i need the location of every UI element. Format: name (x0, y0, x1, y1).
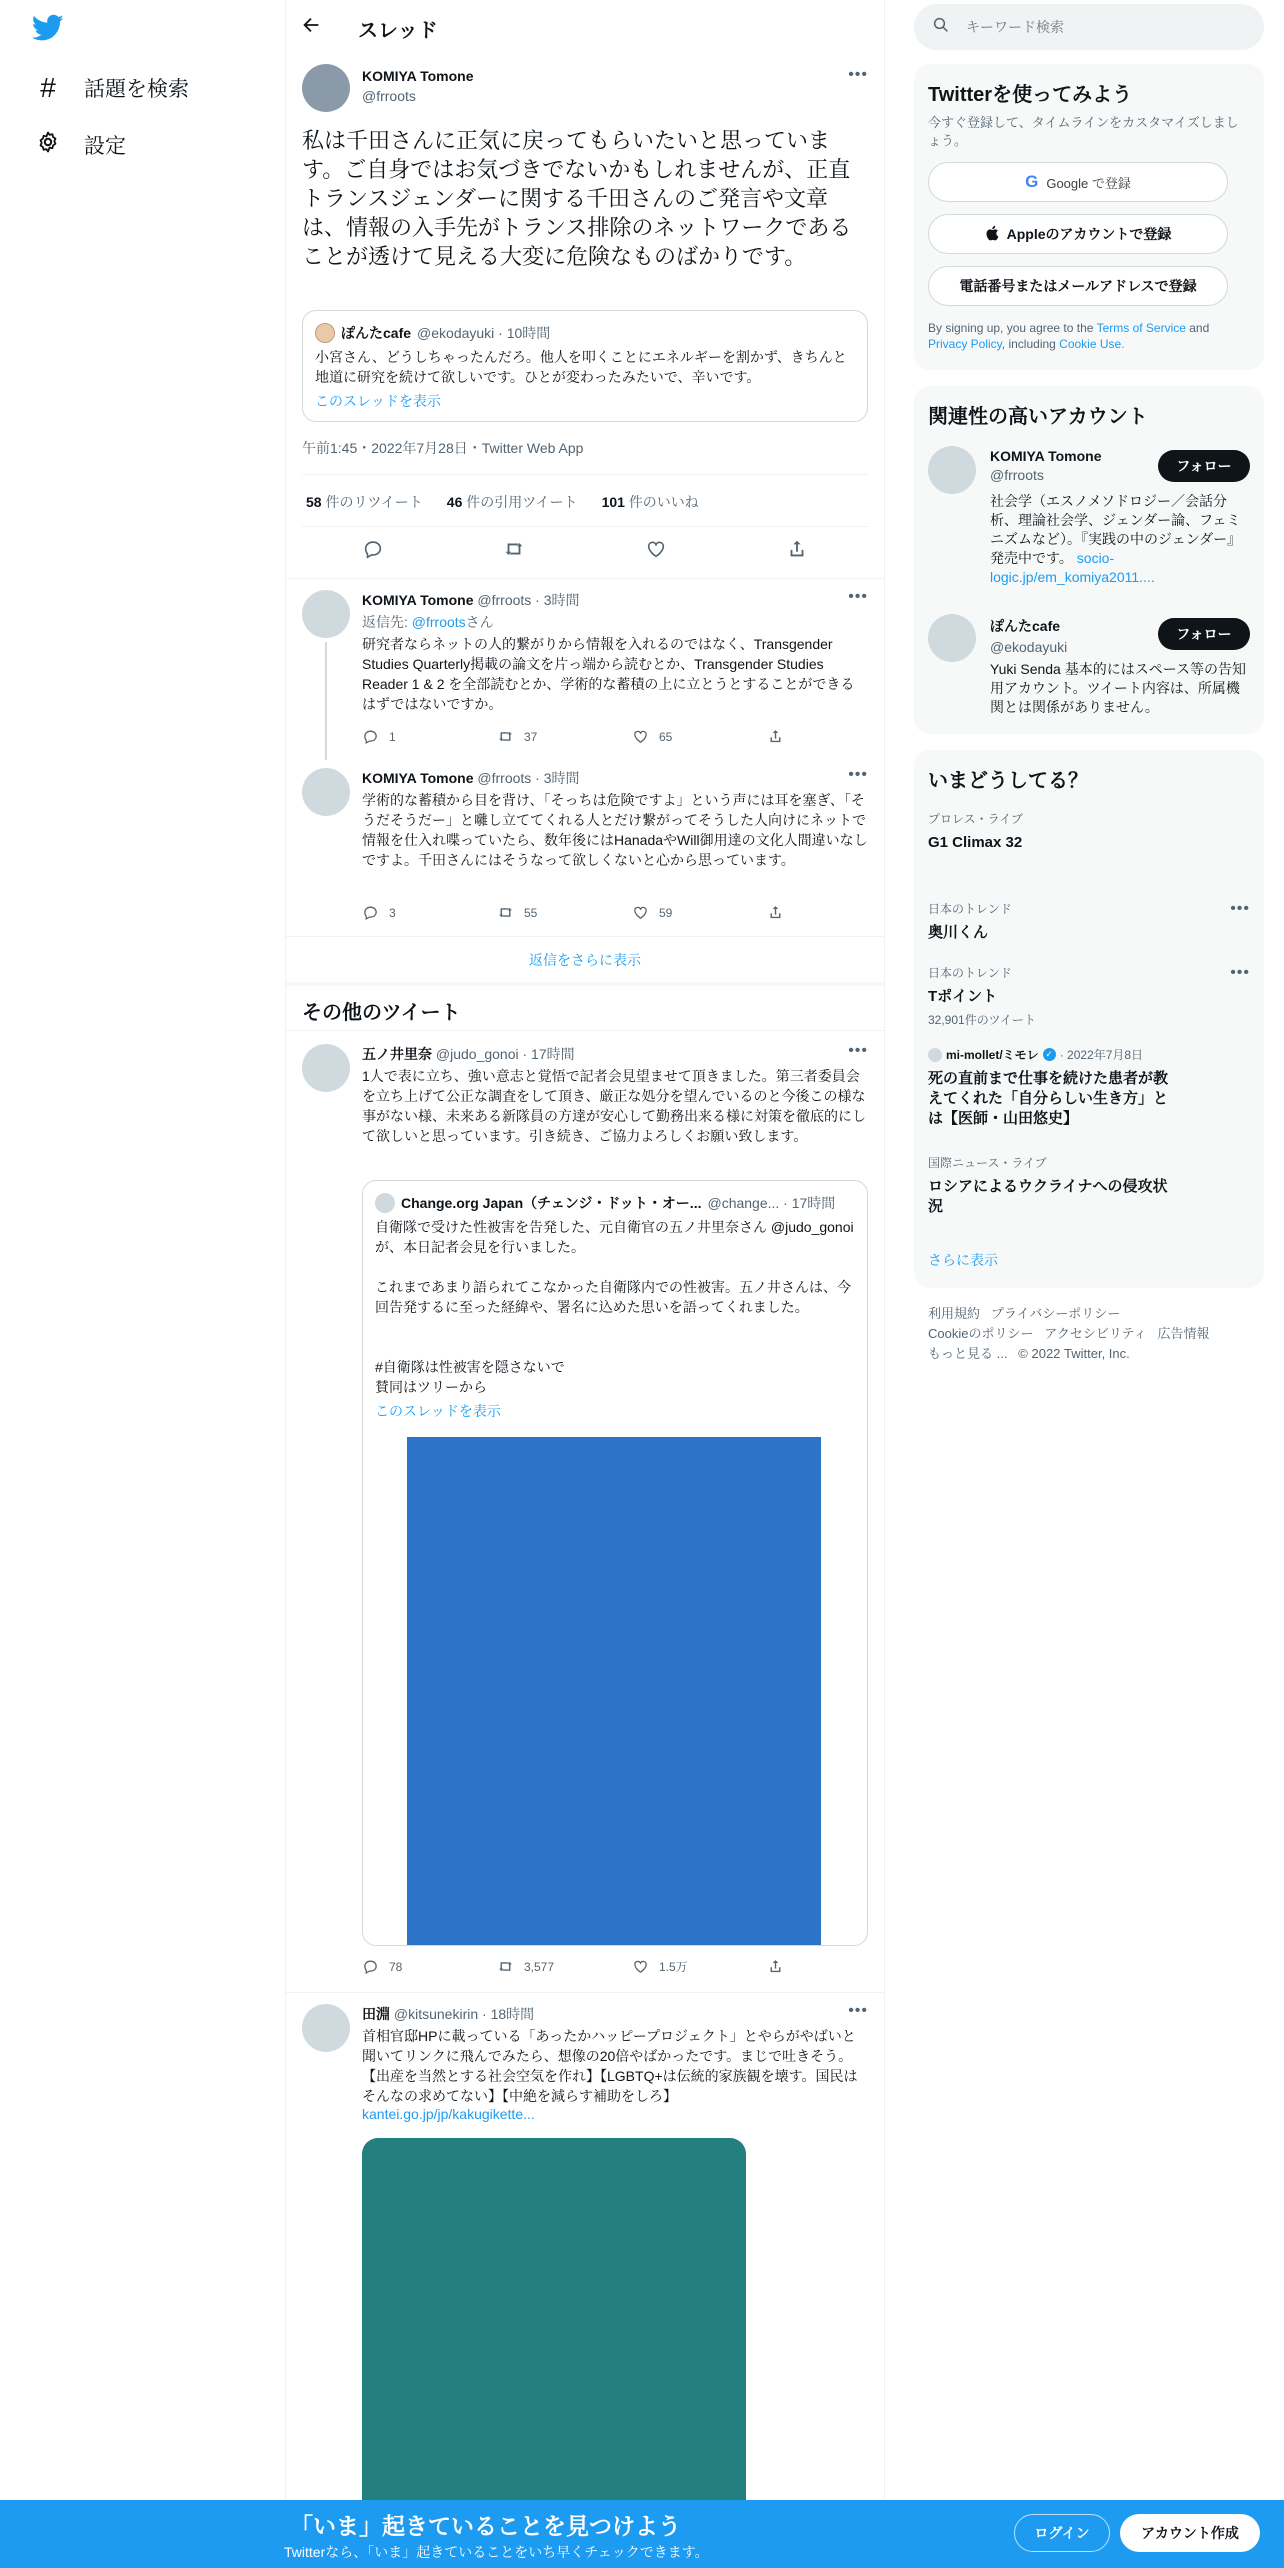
avatar[interactable] (302, 768, 350, 816)
divider (884, 0, 885, 2500)
footer-terms-link[interactable]: 利用規約 (928, 1306, 981, 1321)
tweet-meta: 午前1:45・2022年7月28日・Twitter Web App (302, 440, 584, 456)
quote-handle-time: @change... · 17時間 (707, 1195, 836, 1211)
divider (302, 526, 868, 527)
retweet-button[interactable]: 37 (497, 728, 632, 745)
quote-author-name: Change.org Japan（チェンジ・ドット・オー... (401, 1195, 702, 1211)
hashtag-icon: # (40, 72, 56, 103)
like-button[interactable]: 1.5万 (632, 1958, 767, 1975)
signup-card (914, 64, 1264, 370)
like-button[interactable]: 65 (632, 728, 767, 745)
account-bio: 社会学（エスノメソドロジー／会話分析、理論社会学、ジェンダー論、フェミニズムなど）。『実践の中のジェンダー』発売中です。 socio-logic.jp/em_komiya2011.... (990, 493, 1242, 585)
author-name: KOMIYA Tomone (362, 68, 474, 84)
quote-text: 小宮さん、どうしちゃったんだろ。他人を叩くことにエネルギーを割かず、きちんと地道に研究を続けて欲しいです。ひとが変わったみたいで、辛いです。 (315, 349, 847, 385)
quote-author-name: ぽんたcafe (341, 325, 412, 341)
reply-actions (362, 904, 884, 921)
google-icon: G (1025, 172, 1039, 191)
quoted-tweet[interactable] (302, 310, 868, 422)
reply-actions (362, 728, 884, 745)
show-more-replies-link[interactable]: 返信をさらに表示 (529, 952, 641, 968)
show-more-link[interactable]: さらに表示 (928, 1252, 998, 1268)
phone-signup-button[interactable]: 電話番号またはメールアドレスで登録 (928, 266, 1228, 306)
reply-header[interactable] (362, 768, 580, 788)
tweet-actions (362, 1958, 884, 1975)
main-column (286, 0, 884, 2500)
likes-stat[interactable]: 101 件のいいね (601, 494, 699, 510)
divider (286, 982, 884, 986)
retweet-icon (497, 904, 514, 921)
account-name: KOMIYA Tomone (990, 448, 1102, 464)
nav-settings-label: 設定 (84, 135, 126, 158)
bottom-bar-title: 「いま」起きていることを見つけよう (290, 2513, 681, 2539)
more-icon[interactable]: ••• (848, 66, 868, 83)
reply-text: 学術的な蓄積から目を背け、「そっちは危険ですよ」という声には耳を塞ぎ、「そうだそうだー」と囃し立ててくれる人とだけ繋がってそうした人向けにネットで情報を仕入れ喋っていたら、数年後にはHanadaやWill御用達の文化人間違いなしですよ。千田さんにはそうなって欲しくないと心から思っています。 (362, 792, 868, 868)
divider (286, 1030, 884, 1031)
more-icon[interactable]: ••• (848, 2002, 868, 2019)
tweet-header[interactable] (362, 2004, 534, 2024)
media-image[interactable] (362, 2138, 746, 2500)
retweet-icon (497, 1958, 514, 1975)
retweets-stat[interactable]: 58 件のリツイート (306, 494, 423, 510)
privacy-link[interactable]: Privacy Policy (928, 337, 1002, 351)
news-item[interactable]: mi-mollet/ミモレ ✓ · 2022年7月8日 死の直前まで仕事を続けた患者が教えてくれた「自分らしい生き方」とは【医師・山田悠史】 (928, 1048, 1169, 1127)
back-arrow-icon[interactable] (300, 14, 322, 41)
share-icon (767, 904, 784, 921)
nav-explore[interactable] (36, 72, 189, 104)
quotes-stat[interactable]: 46 件の引用ツイート (446, 494, 578, 510)
footer-more-link[interactable]: もっと見る ... (928, 1346, 1008, 1361)
reply-to: 返信先: @frrootsさん (362, 614, 494, 630)
bottom-bar-subtitle: Twitterなら、「いま」起きていることをいち早くチェックできます。 (284, 2544, 709, 2560)
like-icon[interactable] (645, 538, 667, 565)
share-icon (767, 728, 784, 745)
trend-item[interactable]: 日本のトレンド Tポイント 32,901件のツイート (928, 966, 1036, 1027)
handle-time: @frroots · 3時間 (477, 770, 580, 786)
reply-icon (362, 1958, 379, 1975)
author-name: KOMIYA Tomone (362, 592, 474, 608)
account-name: ぽんたcafe (990, 618, 1061, 634)
retweet-icon (497, 728, 514, 745)
search-icon (932, 16, 950, 39)
terms-link[interactable]: Terms of Service (1096, 321, 1186, 335)
trend-item[interactable]: 日本のトレンド 奥川くん (928, 902, 1012, 941)
nav-explore-label: 話題を検索 (84, 78, 189, 101)
author-name: KOMIYA Tomone (362, 770, 474, 786)
quote-text: 賛同はツリーから (375, 1379, 487, 1395)
like-icon (632, 1958, 649, 1975)
quote-hashtag: #自衛隊は性被害を隠さないで (375, 1359, 565, 1375)
account-handle: @frroots (990, 467, 1044, 483)
avatar[interactable] (928, 614, 976, 662)
more-icon[interactable]: ••• (1230, 900, 1250, 917)
author-name: 五ノ井里奈 (362, 1046, 432, 1062)
handle-time: @kitsunekirin · 18時間 (393, 2006, 535, 2022)
avatar (315, 323, 335, 343)
verified-icon: ✓ (1043, 1048, 1056, 1061)
quoted-tweet[interactable] (362, 1180, 868, 1946)
apple-icon (985, 225, 999, 244)
share-icon (767, 1958, 784, 1975)
follow-button[interactable]: フォロー (1158, 618, 1250, 650)
quote-handle-time: @ekodayuki · 10時間 (417, 325, 551, 341)
google-signup-button[interactable]: G Google で登録 (928, 162, 1228, 202)
left-nav (0, 0, 285, 2500)
follow-button[interactable]: フォロー (1158, 450, 1250, 482)
account-name-block[interactable] (990, 448, 1102, 483)
like-button[interactable]: 59 (632, 904, 767, 921)
signup-subtitle: 今すぐ登録して、タイムラインをカスタマイズしましょう。 (928, 115, 1239, 148)
account-handle: @ekodayuki (990, 639, 1068, 655)
news-item[interactable]: 国際ニュース・ライブ ロシアによるウクライナへの侵攻状況 (928, 1156, 1168, 1215)
quote-text: 自衛隊で受けた性被害を告発した、元自衛官の五ノ井里奈さん @judo_gonoi が、本日記者会見を行いました。 (375, 1219, 854, 1255)
trend-item[interactable]: プロレス・ライブ G1 Climax 32 (928, 812, 1023, 851)
thread-line (325, 642, 327, 760)
bio-link[interactable]: socio-logic.jp/em_komiya2011.... (990, 550, 1155, 585)
reply-icon[interactable] (362, 538, 384, 565)
show-thread-link[interactable]: このスレッドを表示 (315, 393, 441, 409)
reply-header[interactable] (362, 590, 580, 610)
media-image[interactable] (407, 1437, 821, 1946)
apple-signup-button[interactable]: Appleのアカウントで登録 (928, 214, 1228, 254)
divider (286, 578, 884, 579)
footer-accessibility-link[interactable]: アクセシビリティ (1044, 1326, 1147, 1341)
tweet-text: 1人で表に立ち、強い意志と覚悟で記者会見望ませて頂きました。第三者委員会を立ち上げて公正な調査をして頂き、厳正な処分を望んでいるのと今後この様な事がない様、未来ある新隊員の方達が安心して勤務出来る様に対策を徹底的にして欲しいと思っています。引き続き、ご協力よろしくお願い致します。 (362, 1068, 866, 1144)
reply-button[interactable]: 1 (362, 728, 497, 745)
retweet-button[interactable]: 3,577 (497, 1958, 632, 1975)
like-icon (632, 904, 649, 921)
twitter-logo-icon[interactable] (32, 14, 64, 47)
author-name: 田淵 (362, 2006, 390, 2022)
reply-icon (362, 728, 379, 745)
divider (286, 936, 884, 937)
related-title: 関連性の高いアカウント (928, 406, 1148, 428)
signup-title: Twitterを使ってみよう (928, 84, 1133, 106)
share-button[interactable] (767, 1958, 884, 1975)
reply-text: 研究者ならネットの人的繋がりから情報を入れるのではなく、Transgender Studies Quarterly掲載の論文を片っ端から読むとか、Transgender Studies Reader 1 & 2 を全部読むとか、学術的な蓄積の上に立とうとすることができるはずではないですか。 (362, 636, 855, 712)
page-title: スレッド (358, 20, 438, 42)
reply-to-handle[interactable]: @frroots (411, 614, 466, 630)
more-icon[interactable]: ••• (1230, 964, 1250, 981)
section-title: その他のツイート (302, 1002, 461, 1024)
avatar (928, 1048, 942, 1062)
show-thread-link[interactable]: このスレッドを表示 (375, 1403, 501, 1419)
avatar[interactable] (302, 64, 350, 112)
account-name-block[interactable] (990, 616, 1067, 655)
signup-button[interactable]: アカウント作成 (1120, 2514, 1260, 2552)
tweet-text: 首相官邸HPに載っている「あったかハッピープロジェクト」とやらがやばいと聞いてリンクに飛んでみたら、想像の20倍やばかったです。まじで吐きそう。【出産を当然とする社会空気を作れ】【LGBTQ+は伝統的家族観を壊す。国民はそんなの求めてない】【中絶を減らす補助をしろ】 (362, 2028, 858, 2104)
retweet-icon[interactable] (503, 538, 525, 565)
tweet-link[interactable]: kantei.go.jp/jp/kakugikette... (362, 2106, 535, 2122)
avatar[interactable] (302, 2004, 350, 2052)
reply-button[interactable]: 3 (362, 904, 497, 921)
bottom-signup-bar (0, 2500, 1284, 2568)
tweet-header[interactable] (362, 1044, 575, 1064)
like-icon (632, 728, 649, 745)
tweet-stats (306, 492, 699, 512)
trends-card (914, 750, 1264, 1288)
main-tweet-text: 私は千田さんに正気に戻ってもらいたいと思っています。ご自身ではお気づきでないかもしれませんが、正直トランスジェンダーに関する千田さんのご発言や文章は、情報の入手先がトランス排除のネットワークであることが透けて見える大変に危険なものばかりです。 (302, 128, 852, 269)
reply-button[interactable]: 78 (362, 1958, 497, 1975)
related-accounts-card (914, 386, 1264, 734)
footer-links (928, 1304, 1248, 1364)
main-tweet-actions (302, 538, 868, 565)
author-handle: @frroots (362, 88, 416, 104)
copyright: © 2022 Twitter, Inc. (1018, 1346, 1130, 1361)
main-tweet-author[interactable] (362, 68, 474, 104)
share-button[interactable] (767, 728, 884, 745)
avatar[interactable] (928, 446, 976, 494)
trends-title: いまどうしてる？ (928, 770, 1088, 792)
gear-icon (36, 130, 60, 160)
quote-text: これまであまり語られてこなかった自衛隊内での性被害。五ノ井さんは、今回告発するに至った経緯や、署名に込めた思いを語ってくれました。 (375, 1279, 851, 1315)
avatar[interactable] (302, 1044, 350, 1092)
avatar[interactable] (302, 590, 350, 638)
account-bio: Yuki Senda 基本的にはスペース等の告知用アカウント。ツイート内容は、所属機関とは関係がありません。 (990, 661, 1247, 715)
terms-text: By signing up, you agree to the Terms of Service and Privacy Policy, including Cookie Use. (928, 321, 1210, 351)
search-input[interactable] (914, 4, 1264, 50)
footer-cookie-link[interactable]: Cookieのポリシー (928, 1326, 1034, 1341)
retweet-button[interactable]: 55 (497, 904, 632, 921)
right-sidebar (914, 0, 1264, 2500)
avatar (375, 1193, 395, 1213)
cookie-link[interactable]: Cookie Use. (1059, 337, 1125, 351)
footer-privacy-link[interactable]: プライバシーポリシー (990, 1306, 1121, 1321)
divider (286, 1992, 884, 1993)
search-field[interactable] (966, 19, 1246, 35)
share-button[interactable] (767, 904, 884, 921)
login-button[interactable]: ログイン (1014, 2514, 1110, 2552)
nav-settings[interactable] (36, 130, 126, 160)
more-icon[interactable]: ••• (848, 766, 868, 783)
divider (302, 474, 868, 475)
footer-ads-link[interactable]: 広告情報 (1157, 1326, 1210, 1341)
share-icon[interactable] (786, 538, 808, 565)
handle-time: @judo_gonoi · 17時間 (435, 1046, 575, 1062)
handle-time: @frroots · 3時間 (477, 592, 580, 608)
thread-header (286, 0, 884, 54)
more-icon[interactable]: ••• (848, 1042, 868, 1059)
more-icon[interactable]: ••• (848, 588, 868, 605)
reply-icon (362, 904, 379, 921)
